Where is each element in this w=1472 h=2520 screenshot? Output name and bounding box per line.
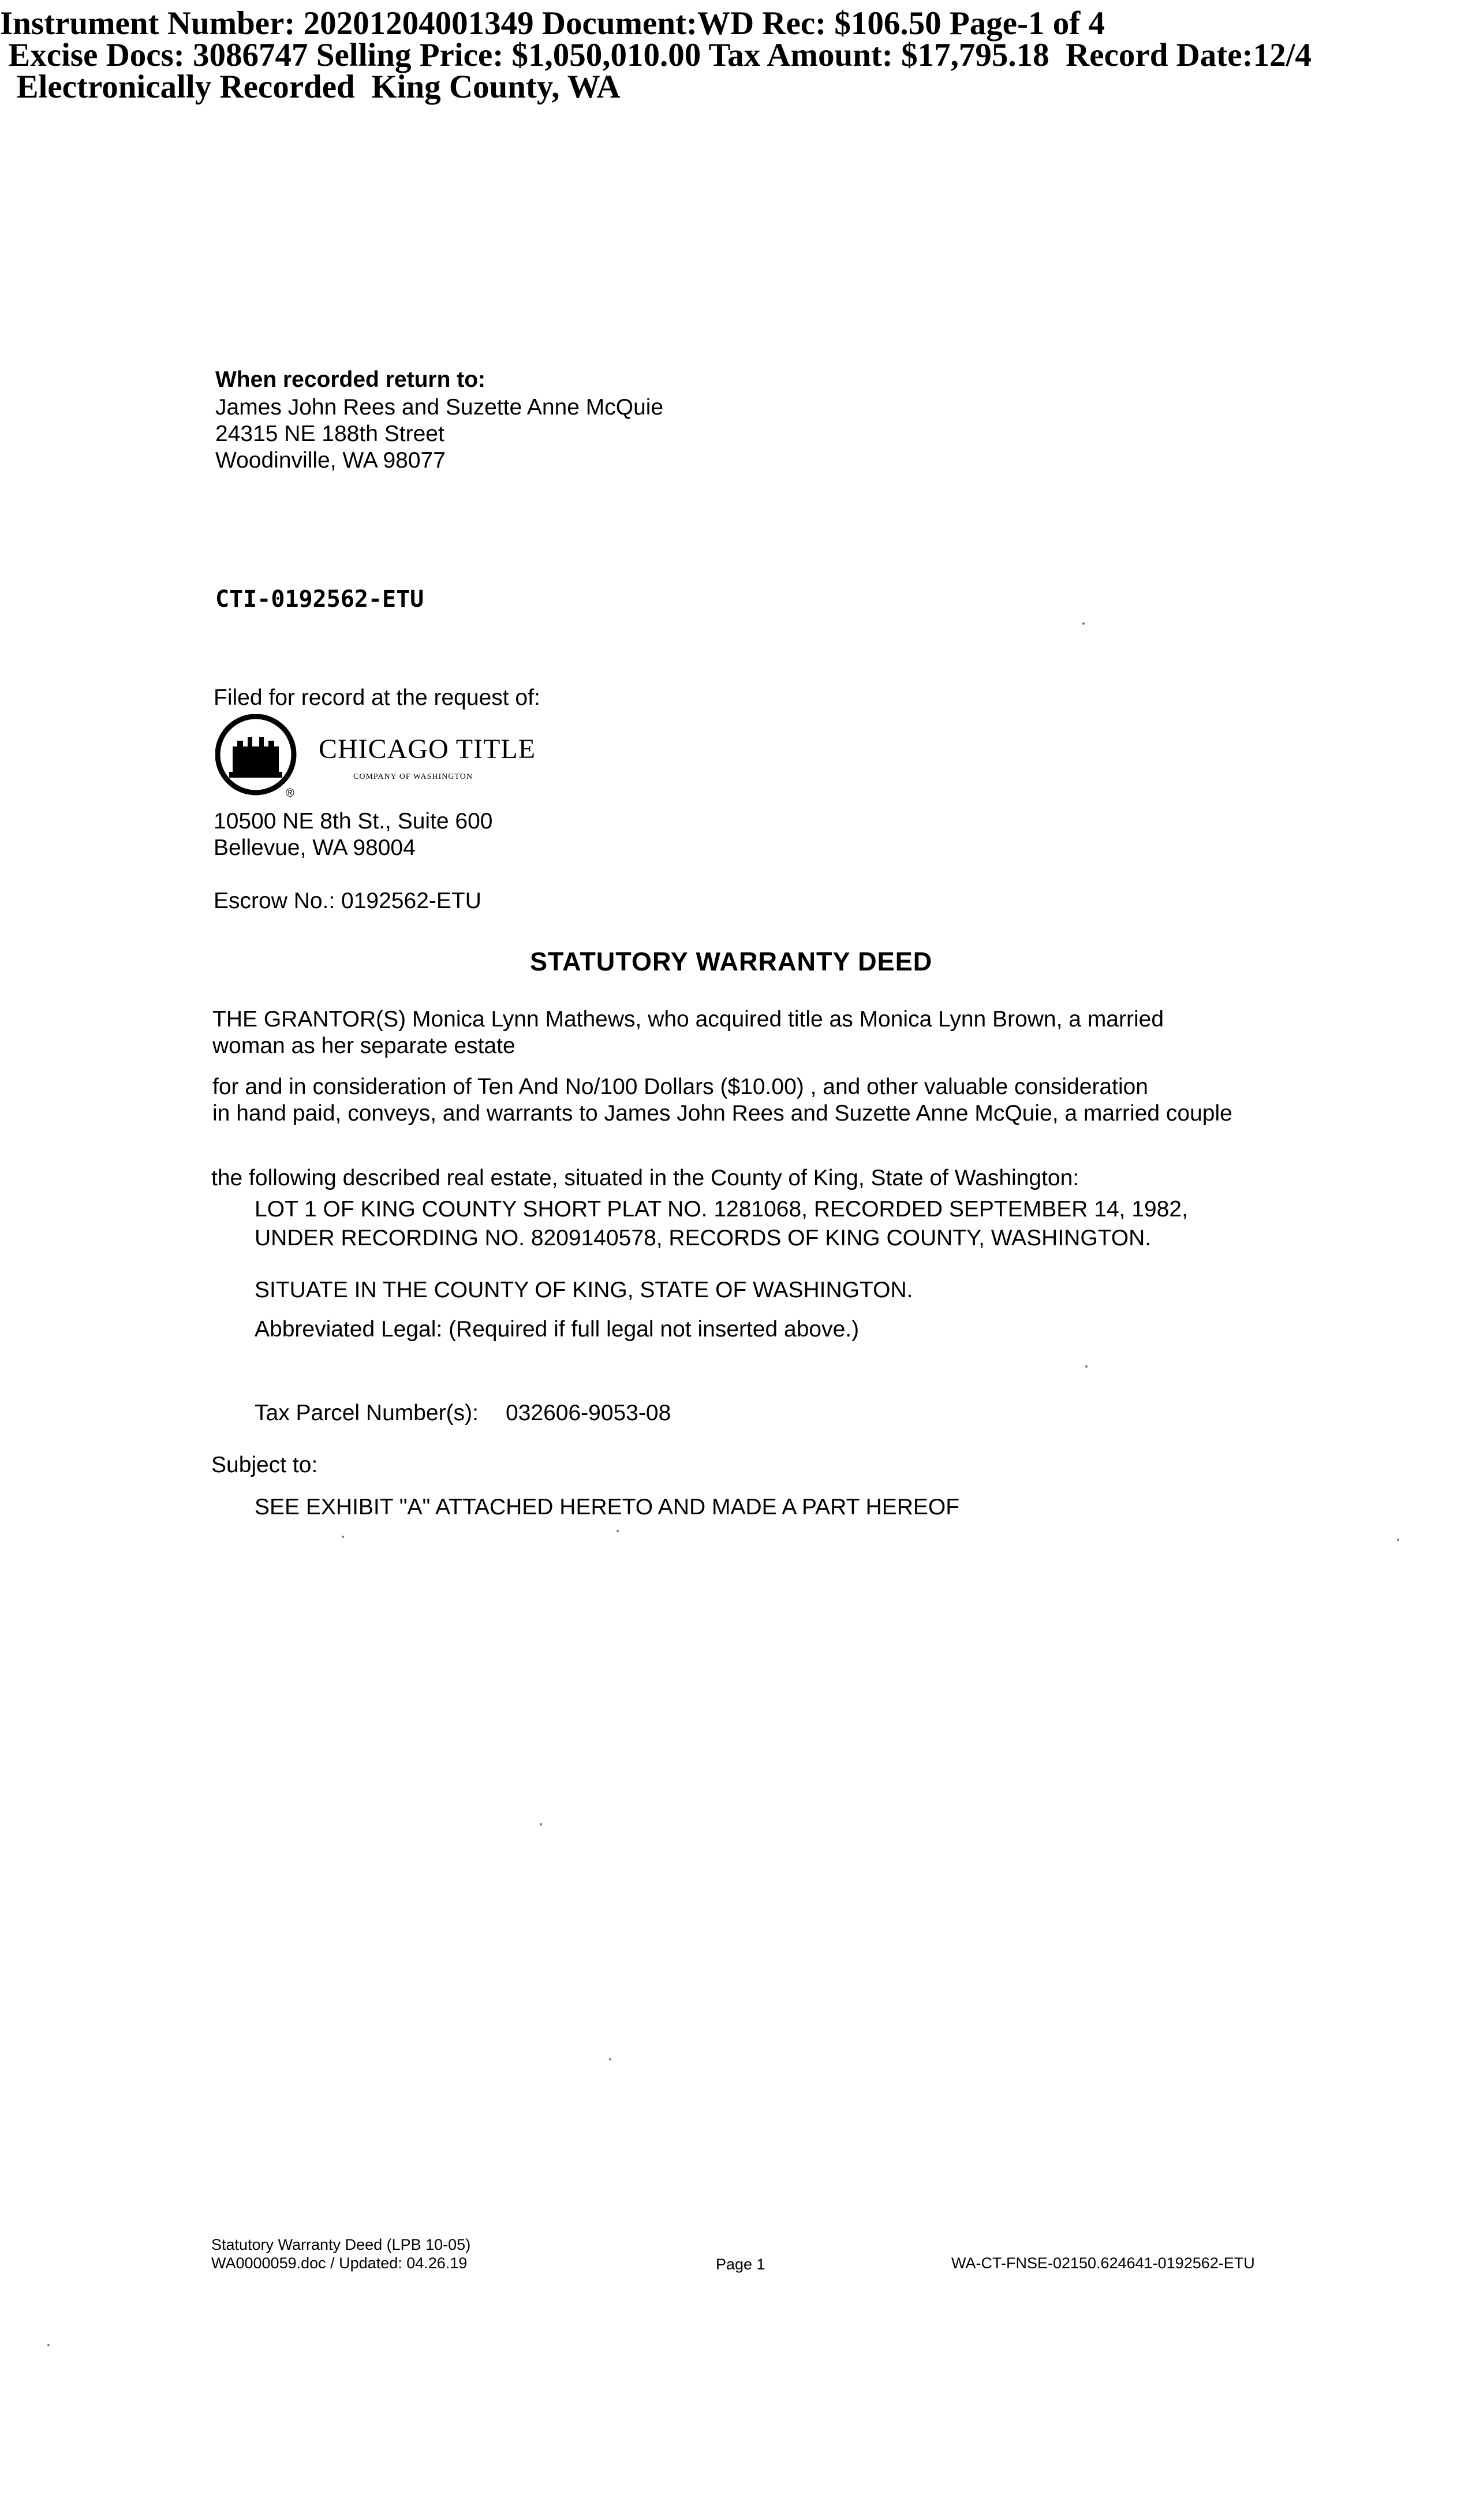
grantor-line-2: woman as her separate estate xyxy=(212,1033,515,1058)
return-to-street: 24315 NE 188th Street xyxy=(215,421,444,446)
scan-speck xyxy=(617,1530,619,1532)
company-subtitle: COMPANY OF WASHINGTON xyxy=(353,772,473,781)
grantor-line-1: THE GRANTOR(S) Monica Lynn Mathews, who acquired title as Monica Lynn Brown, a married xyxy=(212,1007,1164,1032)
registered-mark: ® xyxy=(286,787,294,800)
scan-speck xyxy=(540,1823,542,1825)
return-to-city: Woodinville, WA 98077 xyxy=(215,448,446,473)
scan-speck xyxy=(1082,622,1085,625)
consideration-line-2: in hand paid, conveys, and warrants to James John Rees and Suzette Anne McQuie, a married couple xyxy=(212,1101,1232,1126)
tax-parcel-number: 032606-9053-08 xyxy=(506,1401,671,1425)
recording-stamp-line-2: Excise Docs: 3086747 Selling Price: $1,050,010.00 Tax Amount: $17,795.18 Record Date:12/4 xyxy=(0,37,1312,73)
scan-speck xyxy=(342,1536,344,1538)
scan-speck xyxy=(1085,1365,1088,1368)
footer-document-id: WA-CT-FNSE-02150.624641-0192562-ETU xyxy=(951,2254,1255,2272)
recording-stamp-line-3: Electronically Recorded King County, WA xyxy=(0,69,621,105)
company-name: CHICAGO TITLE xyxy=(319,734,536,764)
scan-speck xyxy=(1397,1539,1399,1541)
exhibit-reference: SEE EXHIBIT "A" ATTACHED HERETO AND MADE A PART HEREOF xyxy=(255,1495,960,1520)
real-estate-intro: the following described real estate, situated in the County of King, State of Washington: xyxy=(211,1166,1079,1190)
escrow-number: Escrow No.: 0192562-ETU xyxy=(214,888,481,913)
situate-line: SITUATE IN THE COUNTY OF KING, STATE OF WASHINGTON. xyxy=(255,1278,913,1302)
filed-for-label: Filed for record at the request of: xyxy=(214,685,540,710)
footer-page-number: Page 1 xyxy=(716,2256,765,2273)
legal-description-line-1: LOT 1 OF KING COUNTY SHORT PLAT NO. 1281068, RECORDED SEPTEMBER 14, 1982, xyxy=(255,1197,1188,1222)
footer-form-file: WA0000059.doc / Updated: 04.26.19 xyxy=(211,2254,468,2272)
recording-stamp-line-1: Instrument Number: 20201204001349 Document:WD Rec: $106.50 Page-1 of 4 xyxy=(0,5,1105,42)
return-to-name: James John Rees and Suzette Anne McQuie xyxy=(215,395,664,420)
scan-speck xyxy=(609,2058,611,2060)
filed-for-address-2: Bellevue, WA 98004 xyxy=(214,835,416,860)
return-to-heading: When recorded return to: xyxy=(215,367,486,392)
tax-parcel-label: Tax Parcel Number(s): xyxy=(255,1401,479,1425)
order-number: CTI-0192562-ETU xyxy=(215,586,424,613)
legal-description-line-2: UNDER RECORDING NO. 8209140578, RECORDS OF KING COUNTY, WASHINGTON. xyxy=(255,1226,1152,1250)
subject-to-label: Subject to: xyxy=(211,1453,318,1477)
footer-form-name: Statutory Warranty Deed (LPB 10-05) xyxy=(211,2236,471,2253)
filed-for-address-1: 10500 NE 8th St., Suite 600 xyxy=(214,809,493,834)
consideration-line-1: for and in consideration of Ten And No/100 Dollars ($10.00) , and other valuable consideration xyxy=(212,1074,1148,1099)
deed-title: STATUTORY WARRANTY DEED xyxy=(530,947,933,976)
abbreviated-legal: Abbreviated Legal: (Required if full legal not inserted above.) xyxy=(255,1317,860,1342)
scan-speck xyxy=(47,2344,50,2346)
